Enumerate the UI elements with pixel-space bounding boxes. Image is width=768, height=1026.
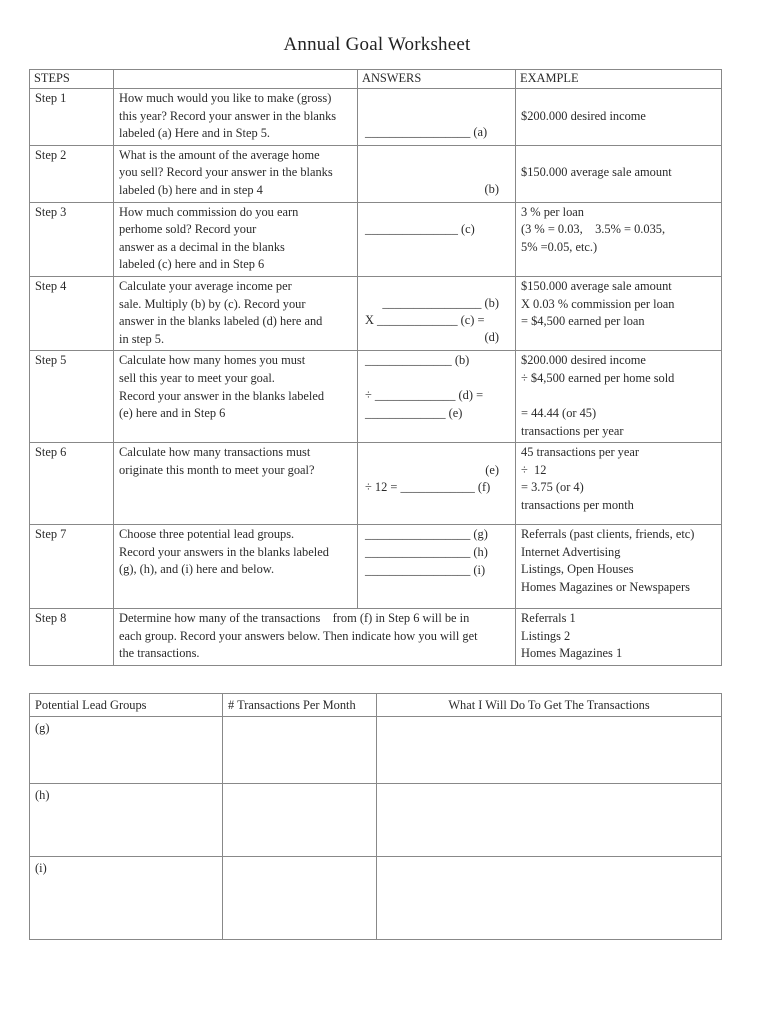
step-row <box>30 525 722 609</box>
lead-group-cell[interactable]: (i) <box>30 857 223 940</box>
step-label: Step 5 <box>30 351 114 443</box>
answer-blank[interactable]: _________________ (g) <box>365 527 488 542</box>
step-row <box>30 351 722 443</box>
step-row <box>30 609 722 666</box>
step-example: $200.000 desired income <box>516 89 722 146</box>
answer-blank[interactable]: _____________ (e) <box>365 406 463 421</box>
step-example: $150.000 average sale amount X 0.03 % commission per loan = $4,500 earned per loan <box>516 276 722 350</box>
transactions-cell[interactable] <box>223 857 377 940</box>
lead-groups-table <box>29 693 722 940</box>
transactions-cell[interactable] <box>223 717 377 784</box>
step-example: Referrals 1 Listings 2 Homes Magazines 1 <box>516 609 722 666</box>
step-example: Referrals (past clients, friends, etc) Internet Advertising Listings, Open Houses Homes Magazines or Newspapers <box>516 525 722 609</box>
header-question <box>114 70 358 89</box>
step-answer[interactable] <box>358 276 516 350</box>
step-row <box>30 202 722 276</box>
header-plan: What I Will Do To Get The Transactions <box>377 694 722 717</box>
step-example: 45 transactions per year ÷ 12 = 3.75 (or 4) transactions per month <box>516 443 722 525</box>
answer-blank[interactable]: _________________ (a) <box>365 125 488 139</box>
step-label: Step 7 <box>30 525 114 609</box>
step-answer[interactable] <box>358 525 516 609</box>
step-question: How much would you like to make (gross) this year? Record your answer in the blanks labeled (a) Here and in Step 5. <box>114 89 358 146</box>
answer-blank[interactable]: (b) <box>484 181 499 196</box>
step-label: Step 6 <box>30 443 114 525</box>
step-answer[interactable] <box>358 351 516 443</box>
lead-group-cell[interactable]: (h) <box>30 784 223 857</box>
step-row <box>30 89 722 146</box>
header-answers: ANSWERS <box>358 70 516 89</box>
step-answer[interactable] <box>358 443 516 525</box>
lead-group-cell[interactable]: (g) <box>30 717 223 784</box>
plan-cell[interactable] <box>377 857 722 940</box>
answer-blank[interactable]: _______________ (c) <box>365 221 475 236</box>
step-answer[interactable] <box>358 89 516 146</box>
step-example: $150.000 average sale amount <box>516 145 722 202</box>
answer-blank[interactable]: (e) <box>485 463 499 478</box>
step-question: Calculate how many transactions must originate this month to meet your goal? <box>114 443 358 525</box>
step-label: Step 3 <box>30 202 114 276</box>
plan-cell[interactable] <box>377 717 722 784</box>
step-question: Calculate how many homes you must sell this year to meet your goal. Record your answer in the blanks labeled (e) here and in Step 6 <box>114 351 358 443</box>
answer-blank[interactable]: ________________ (b) <box>382 295 499 310</box>
step-row <box>30 145 722 202</box>
page-title: Annual Goal Worksheet <box>283 34 471 55</box>
step-answer[interactable] <box>358 145 516 202</box>
step-label: Step 1 <box>30 89 114 146</box>
answer-blank[interactable]: ÷ 12 = ____________ (f) <box>365 480 491 495</box>
step-row <box>30 276 722 350</box>
answer-blank[interactable]: ______________ (b) <box>365 353 470 368</box>
header-example: EXAMPLE <box>516 70 722 89</box>
step-question: Determine how many of the transactions from (f) in Step 6 will be in each group. Record your answers below. Then indicate how you will get the transactions. <box>114 609 516 666</box>
step-example: 3 % per loan (3 % = 0.03, 3.5% = 0.035, 5% =0.05, etc.) <box>516 202 722 276</box>
steps-table <box>29 69 722 666</box>
transactions-cell[interactable] <box>223 784 377 857</box>
header-steps: STEPS <box>30 70 114 89</box>
step-label: Step 8 <box>30 609 114 666</box>
header-lead-groups: Potential Lead Groups <box>30 694 223 717</box>
step-label: Step 2 <box>30 145 114 202</box>
step-example: $200.000 desired income ÷ $4,500 earned per home sold = 44.44 (or 45) transactions per year <box>516 351 722 443</box>
header-transactions-per-month: # Transactions Per Month <box>223 694 377 717</box>
lead-header-row <box>30 694 722 717</box>
step-question: What is the amount of the average home you sell? Record your answer in the blanks labeled (b) here and in step 4 <box>114 145 358 202</box>
steps-header-row <box>30 70 722 89</box>
step-question: Calculate your average income per sale. Multiply (b) by (c). Record your answer in the blanks labeled (d) here and in step 5. <box>114 276 358 350</box>
step-question: Choose three potential lead groups. Record your answers in the blanks labeled (g), (h), and (i) here and below. <box>114 525 358 609</box>
lead-row <box>30 857 722 940</box>
step-label: Step 4 <box>30 276 114 350</box>
step-row <box>30 443 722 525</box>
answer-blank[interactable]: X _____________ (c) = <box>365 312 485 327</box>
step-answer[interactable] <box>358 202 516 276</box>
answer-blank[interactable]: (d) <box>484 329 499 344</box>
answer-blank[interactable]: ÷ _____________ (d) = <box>365 388 484 403</box>
lead-row <box>30 784 722 857</box>
lead-row <box>30 717 722 784</box>
step-question: How much commission do you earn perhome sold? Record your answer as a decimal in the blanks labeled (c) here and in Step 6 <box>114 202 358 276</box>
answer-blank[interactable]: _________________ (i) <box>365 563 486 578</box>
answer-blank[interactable]: _________________ (h) <box>365 545 488 560</box>
plan-cell[interactable] <box>377 784 722 857</box>
